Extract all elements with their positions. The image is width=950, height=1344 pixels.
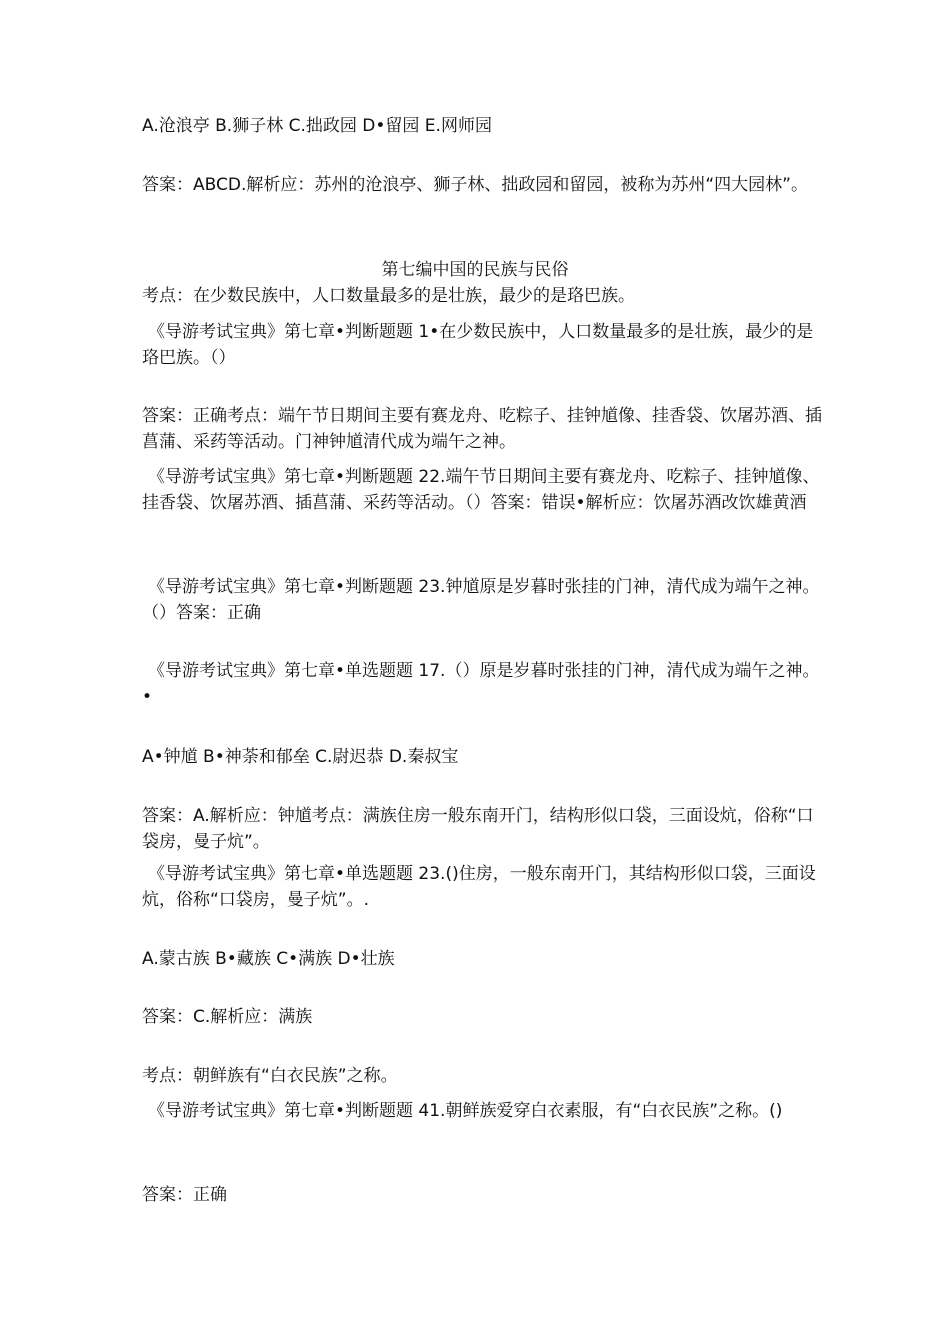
question-judge-1: 《导游考试宝典》第七章•判断题题 1•在少数民族中，人口数量最多的是壮族，最少的是珞巴族。（） xyxy=(142,322,814,368)
question-judge-41: 《导游考试宝典》第七章•判断题题 41.朝鲜族爱穿白衣素服，有“白衣民族”之称。() xyxy=(148,1101,783,1121)
question-single-17: 《导游考试宝典》第七章•单选题题 17.（）原是岁暮时张挂的门神，清代成为端午之神。• xyxy=(142,661,820,707)
options-line-gardens: A.沧浪亭 B.狮子林 C.拙政园 D•留园 E.网师园 xyxy=(142,116,492,136)
question-single-23: 《导游考试宝典》第七章•单选题题 23.()住房，一般东南开门，其结构形似口袋，三面设炕，俗称“口袋房，曼子炕”。. xyxy=(142,864,816,910)
answer-gardens: 答案：ABCD.解析应：苏州的沧浪亭、狮子林、拙政园和留园，被称为苏州“四大园林”。 xyxy=(142,175,808,195)
question-judge-23: 《导游考试宝典》第七章•判断题题 23.钟馗原是岁暮时张挂的门神，清代成为端午之神。（）答案：正确 xyxy=(142,577,820,623)
answer-judge-41: 答案：正确 xyxy=(142,1185,227,1205)
answer-judge-1: 答案：正确考点：端午节日期间主要有赛龙舟、吃粽子、挂钟馗像、挂香袋、饮屠苏酒、插菖蒲、采药等活动。门神钟馗清代成为端午之神。 xyxy=(142,406,822,452)
question-judge-22: 《导游考试宝典》第七章•判断题题 22.端午节日期间主要有赛龙舟、吃粽子、挂钟馗像、挂香袋、饮屠苏酒、插菖蒲、采药等活动。（）答案：错误•解析应：饮屠苏酒改饮雄黄酒 xyxy=(142,467,820,513)
answer-single-23: 答案：C.解析应：满族 xyxy=(142,1007,313,1027)
section-title: 第七编中国的民族与民俗 xyxy=(381,260,569,280)
answer-single-17: 答案：A.解析应：钟馗考点：满族住房一般东南开门，结构形似口袋，三面设炕，俗称“口袋房，曼子炕”。 xyxy=(142,806,814,852)
options-line-zhongkui: A•钟馗 B•神荼和郁垒 C.尉迟恭 D.秦叔宝 xyxy=(142,747,459,767)
key-point-ethnic-population: 考点：在少数民族中，人口数量最多的是壮族，最少的是珞巴族。 xyxy=(142,286,635,306)
key-point-korean: 考点：朝鲜族有“白衣民族”之称。 xyxy=(142,1066,398,1086)
options-line-ethnic: A.蒙古族 B•藏族 C•满族 D•壮族 xyxy=(142,949,395,969)
